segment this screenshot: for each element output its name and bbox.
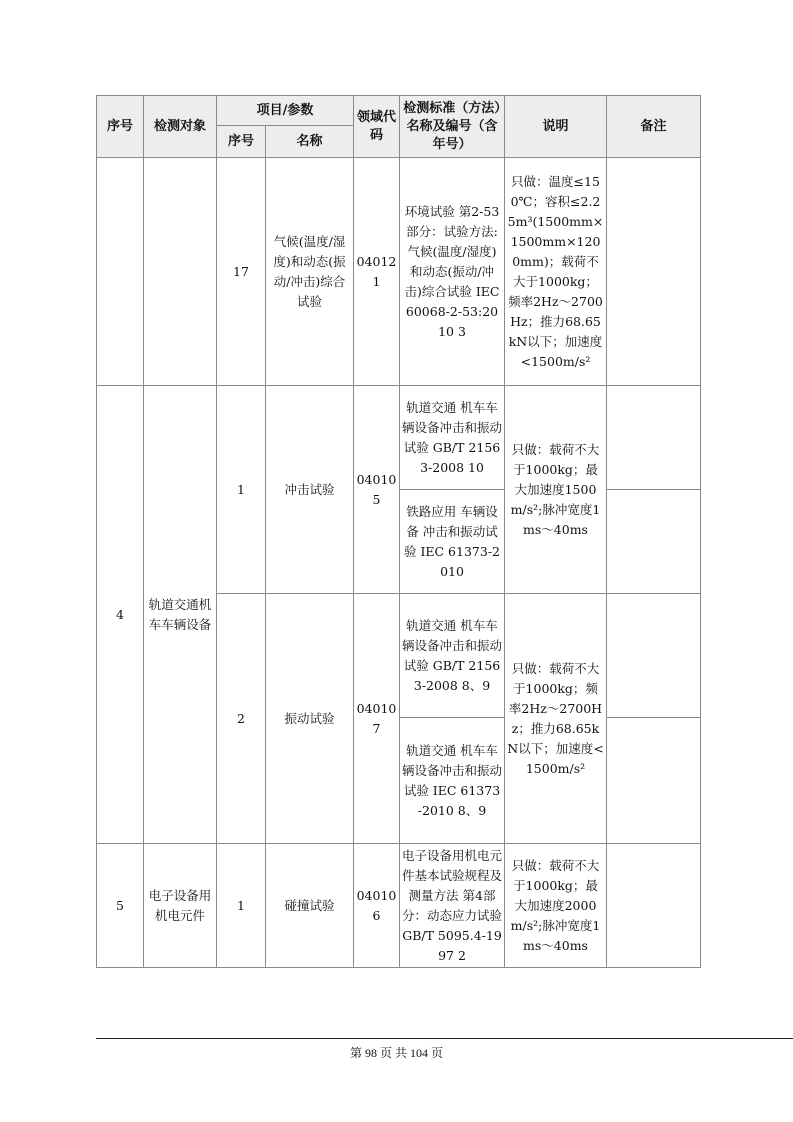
table-row-item-17 [97,158,701,386]
cell-remark [607,718,701,844]
cell-domain-code: 040106 [354,844,400,968]
item-name-text: 气候(温度/湿度)和动态(振动/冲击)综合试验 [273,233,346,309]
cell-standard: 轨道交通 机车车辆设备冲击和振动试验 GB/T 21563-2008 10 [400,386,505,490]
cell-item-name: 振动试验 [266,594,354,844]
cell-note: 只做：载荷不大于1000kg；最大加速度1500m/s²;脉冲宽度1ms～40ms [505,386,607,594]
cell-remark [607,386,701,490]
cell-standard: 电子设备用机电元件基本试验规程及测量方法 第4部分：动态应力试验 GB/T 5095.4-1997 2 [400,844,505,968]
cell-domain-code: 040105 [354,386,400,594]
table-row-group-5 [97,844,701,968]
footer-divider [96,1038,793,1039]
cell-remark [607,158,701,386]
header-item-param: 项目/参数 [217,96,354,126]
cell-domain-code: 040121 [354,158,400,386]
header-remark: 备注 [607,96,701,158]
cell-object: 电子设备用机电元件 [144,844,217,968]
header-standard: 检测标准（方法）名称及编号（含年号） [400,96,505,158]
page-number: 第 98 页 共 104 页 [349,1046,443,1060]
header-domain-code: 领域代码 [354,96,400,158]
cell-note: 只做：温度≤150℃；容积≤2.25m³(1500mm×1500mm×1200mm)；载荷不大于1000kg；频率2Hz～2700Hz；推力68.65kN以下；加速度<1500m/s² [505,158,607,386]
cell-seq: 5 [97,844,144,968]
cell-standard: 轨道交通 机车车辆设备冲击和振动试验 GB/T 21563-2008 8、9 [400,594,505,718]
cell-object: 轨道交通机车车辆设备 [144,386,217,844]
cell-domain-code: 040107 [354,594,400,844]
cell-seq-empty [97,158,144,386]
table-row-group-4-impact-a [97,386,701,490]
cell-item-name: 冲击试验 [266,386,354,594]
cell-note: 只做：载荷不大于1000kg；最大加速度2000m/s²;脉冲宽度1ms～40ms [505,844,607,968]
header-note: 说明 [505,96,607,158]
cell-item-seq: 2 [217,594,266,844]
cell-item-seq: 1 [217,844,266,968]
cell-standard: 环境试验 第2-53部分：试验方法:气候(温度/湿度)和动态(振动/冲击)综合试验 IEC 60068-2-53:2010 3 [400,158,505,386]
cell-item-seq: 1 [217,386,266,594]
cell-item-name: 碰撞试验 [266,844,354,968]
cell-item-seq: 17 [217,158,266,386]
capability-table [96,95,701,968]
cell-standard: 铁路应用 车辆设备 冲击和振动试验 IEC 61373-2010 [400,490,505,594]
cell-item-name [266,158,354,386]
cell-remark [607,844,701,968]
capability-table-region [96,95,700,967]
cell-object-empty [144,158,217,386]
header-item-seq: 序号 [217,126,266,158]
header-item-name: 名称 [266,126,354,158]
cell-remark [607,594,701,718]
cell-seq: 4 [97,386,144,844]
header-seq: 序号 [97,96,144,158]
cell-note: 只做：载荷不大于1000kg；频率2Hz～2700Hz；推力68.65kN以下；加速度<1500m/s² [505,594,607,844]
cell-standard: 轨道交通 机车车辆设备冲击和振动试验 IEC 61373-2010 8、9 [400,718,505,844]
header-object: 检测对象 [144,96,217,158]
cell-remark [607,490,701,594]
header-row [97,96,701,126]
